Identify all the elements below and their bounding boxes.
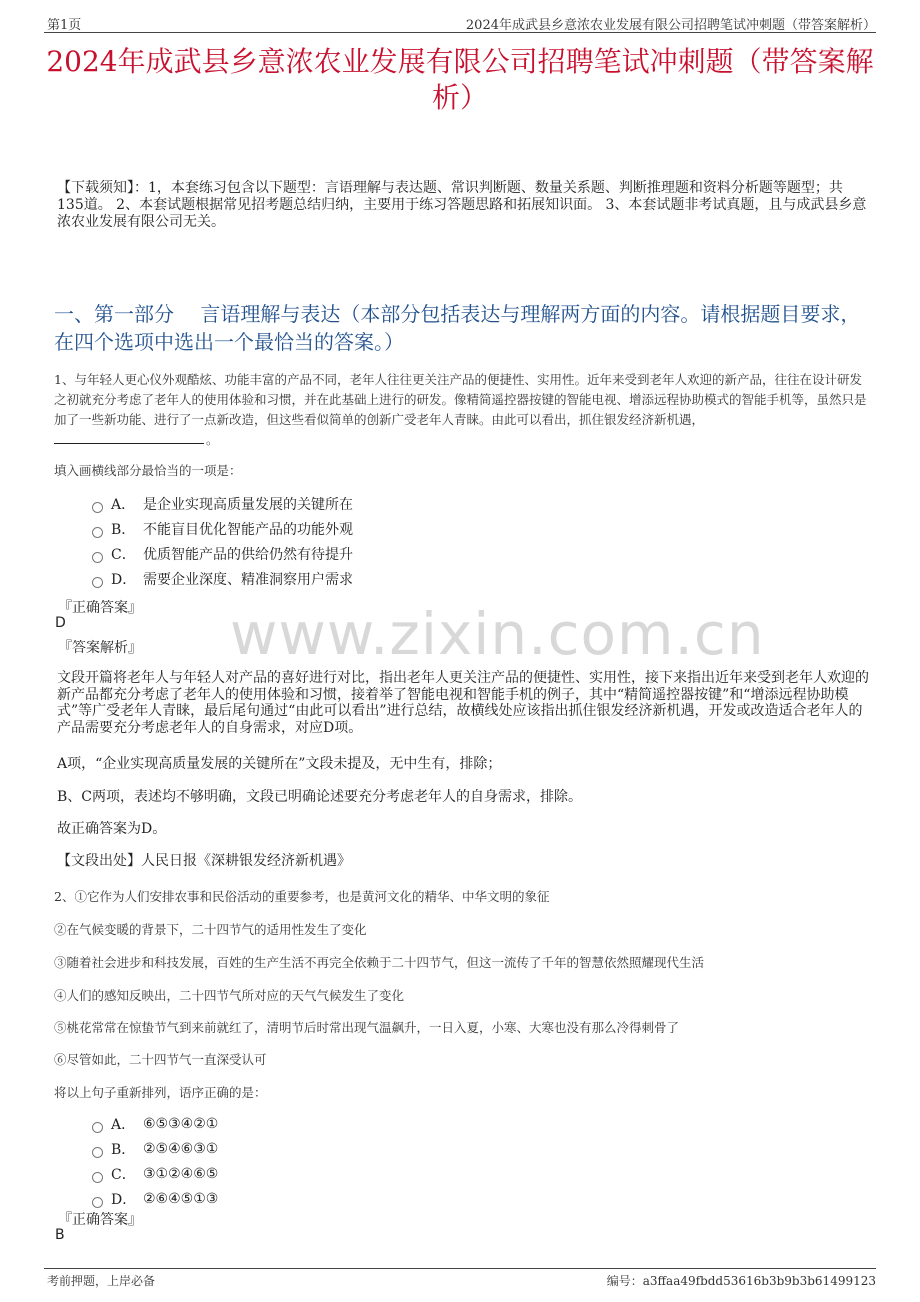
question-1-option-d[interactable] (92, 569, 353, 589)
question-2-sentence-1: 2、①它作为人们安排农事和民俗活动的重要参考，也是黄河文化的精华、中华文明的象征 (54, 889, 550, 904)
analysis-option-bc: B、C两项，表述均不够明确，文段已明确论述要充分考虑老年人的自身需求，排除。 (57, 789, 582, 805)
document-id: 编号：a3ffaa49fbdd53616b3b9b3b61499123 (606, 1274, 876, 1288)
analysis-conclusion: 故正确答案为D。 (57, 821, 167, 837)
question-2-sentence-6: ⑥尽管如此，二十四节气一直深受认可 (54, 1052, 267, 1067)
text-source: 【文段出处】人民日报《深耕银发经济新机遇》 (57, 853, 351, 869)
question-2-sentence-5: ⑤桃花常常在惊蛰节气到来前就红了，清明节后时常出现气温飙升，一日入夏，小寒、大寒也没有那么冷得刺骨了 (54, 1020, 680, 1035)
option-letter: A． (111, 1117, 136, 1133)
radio-icon[interactable] (92, 1197, 103, 1208)
watermark: www.zixin.com.cn (230, 600, 765, 668)
page-number: 第1页 (47, 18, 82, 33)
option-text: ②⑤④⑥③① (143, 1141, 219, 1157)
option-letter: C． (111, 547, 136, 563)
question-1-option-a[interactable] (92, 494, 353, 514)
question-1-prompt: 填入画横线部分最恰当的一项是： (54, 463, 242, 478)
radio-icon[interactable] (92, 502, 103, 513)
radio-icon[interactable] (92, 1172, 103, 1183)
correct-answer-label: 『正确答案』 (58, 1212, 142, 1228)
document-title: 2024年成武县乡意浓农业发展有限公司招聘笔试冲刺题（带答案解析） (46, 45, 874, 114)
option-letter: D． (111, 572, 137, 588)
option-text: ③①②④⑥⑤ (143, 1166, 219, 1182)
option-text: 需要企业深度、精准洞察用户需求 (143, 572, 353, 588)
question-2-option-c[interactable] (92, 1164, 218, 1184)
correct-answer-label: 『正确答案』 (58, 600, 142, 616)
question-2-prompt: 将以上句子重新排列，语序正确的是： (54, 1085, 267, 1100)
option-text: ②⑥④⑤①③ (143, 1191, 219, 1207)
question-2-sentence-2: ②在气候变暖的背景下，二十四节气的适用性发生了变化 (54, 922, 367, 937)
footer-slogan: 考前押题，上岸必备 (47, 1274, 156, 1288)
correct-answer-value: B (55, 1227, 65, 1243)
question-2-option-d[interactable] (92, 1189, 218, 1209)
option-letter: C． (111, 1167, 136, 1183)
question-1-option-b[interactable] (92, 519, 353, 539)
question-1-text: 1、与年轻人更心仪外观酷炫、功能丰富的产品不同，老年人往往更关注产品的便捷性、实用性。近年来受到老年人欢迎的新产品，往往在设计研发之初就充分考虑了老年人的使用体验和习惯，并在此基础上进行的研发。像精简遥控器按键的智能电视、增添远程协助模式的智能手机等，虽然只是加了一些新功能、进行了一点新改造，但这些看似简单的创新广受老年人青睐。由此可以看出，抓住银发经济新机遇， (54, 372, 867, 427)
header-doc-title: 2024年成武县乡意浓农业发展有限公司招聘笔试冲刺题（带答案解析） (465, 18, 876, 33)
question-2-option-b[interactable] (92, 1139, 218, 1159)
question-1-option-c[interactable] (92, 544, 353, 564)
option-text: 优质智能产品的供给仍然有待提升 (143, 547, 353, 563)
option-letter: A． (111, 497, 136, 513)
option-letter: B． (111, 1142, 136, 1158)
question-2-sentence-3: ③随着社会进步和科技发展，百姓的生产生活不再完全依赖于二十四节气，但这一流传了千年的智慧依然照耀现代生活 (54, 955, 705, 970)
option-text: ⑥⑤③④②① (143, 1116, 219, 1132)
option-text: 不能盲目优化智能产品的功能外观 (143, 522, 353, 538)
correct-answer-value: D (55, 615, 66, 631)
radio-icon[interactable] (92, 527, 103, 538)
answer-blank (54, 431, 204, 444)
question-1-stem-end: 。 (206, 432, 219, 447)
footer-rule (44, 1268, 876, 1269)
radio-icon[interactable] (92, 552, 103, 563)
analysis-label: 『答案解析』 (58, 640, 142, 656)
download-notice: 【下载须知】：1，本套练习包含以下题型：言语理解与表达题、常识判断题、数量关系题、判断推理题和资料分析题等题型；共135道。 2、本套试题根据常见招考题总结归纳，主要用于练习答题思路和拓展知识面。 3、本套试题非考试真题，且与成武县乡意浓农业发展有限公司无关。 (57, 180, 867, 230)
header-rule (44, 32, 876, 33)
option-letter: B． (111, 522, 136, 538)
option-text: 是企业实现高质量发展的关键所在 (143, 497, 353, 513)
question-2-option-a[interactable] (92, 1114, 218, 1134)
radio-icon[interactable] (92, 1147, 103, 1158)
analysis-paragraph: 文段开篇将老年人与年轻人对产品的喜好进行对比，指出老年人更关注产品的便捷性、实用性，接下来指出近年来受到老年人欢迎的新产品都充分考虑了老年人的使用体验和习惯，接着举了智能电视和智能手机的例子，其中“精简遥控器按键”和“增添远程协助模式”等广受老年人青睐，最后尾句通过“由此可以看出”进行总结，故横线处应该指出抓住银发经济新机遇，开发或改造适合老年人的产品需要充分考虑老年人的自身需求，对应D项。 (57, 670, 869, 736)
question-1-stem (54, 370, 869, 450)
radio-icon[interactable] (92, 1122, 103, 1133)
section-heading: 一、第一部分 言语理解与表达（本部分包括表达与理解两方面的内容。请根据题目要求，在四个选项中选出一个最恰当的答案。） (54, 302, 861, 354)
analysis-option-a: A项，“企业实现高质量发展的关键所在”文段未提及，无中生有，排除； (57, 756, 502, 772)
question-2-sentence-4: ④人们的感知反映出，二十四节气所对应的天气气候发生了变化 (54, 988, 405, 1003)
radio-icon[interactable] (92, 577, 103, 588)
option-letter: D． (111, 1192, 137, 1208)
